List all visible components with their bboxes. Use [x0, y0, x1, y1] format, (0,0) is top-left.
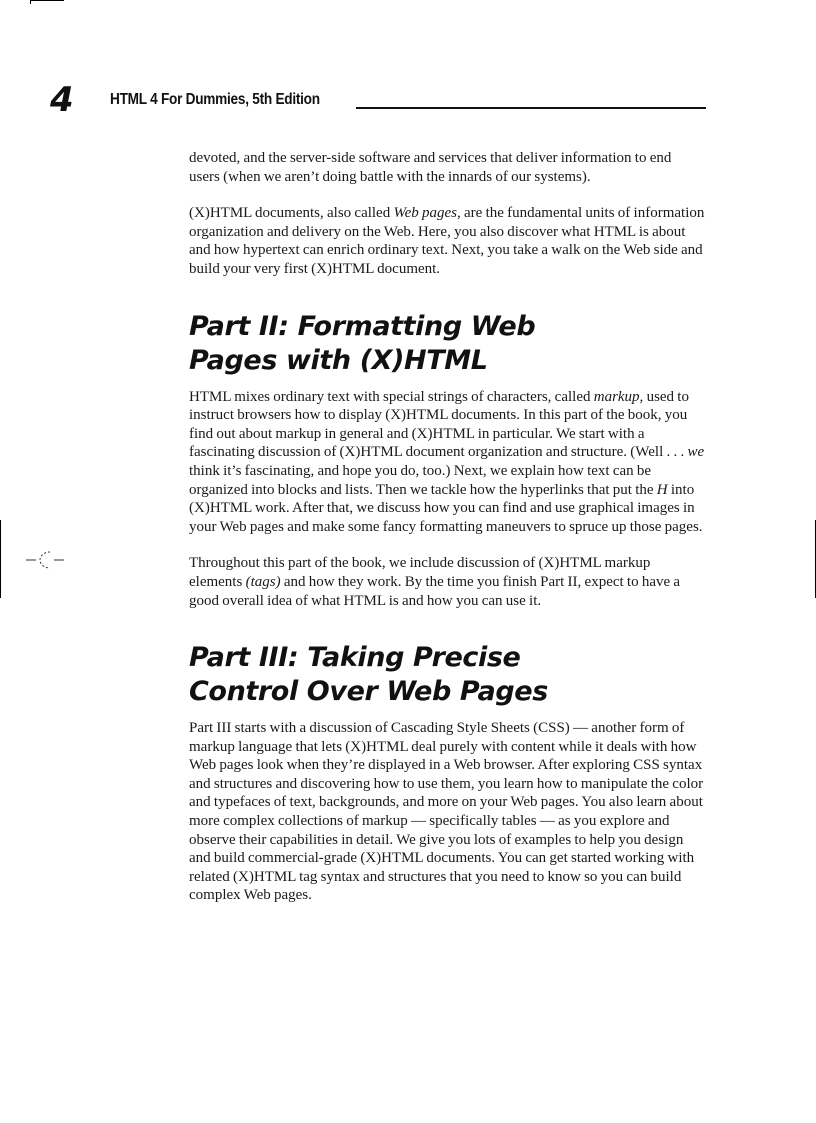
registration-mark-icon [26, 548, 66, 572]
crop-mark-top-tick [30, 0, 31, 4]
intro-p2-text-a: (X)HTML documents, also called [189, 205, 394, 222]
part-2-heading-line-2: Pages with (X)HTML [189, 344, 488, 376]
part2-p1-text-d: into (X)HTML work. After that, we discuss how you can find and use graphical images in your Web pages and make some fancy formatting maneuvers to spruce up those pages. [189, 481, 703, 535]
part2-p2-emphasis-tags: (tags) [245, 573, 281, 590]
intro-p2-emphasis: Web pages, [393, 205, 461, 222]
intro-paragraph-2 [189, 204, 705, 278]
part2-p1-emphasis-we: we [687, 444, 705, 461]
part2-p1-emphasis-markup: markup, [593, 388, 644, 405]
crop-mark-top [30, 0, 64, 1]
part-2-heading-line-1: Part II: Formatting Web [189, 310, 536, 342]
part-3-paragraph-1: Part III starts with a discussion of Cascading Style Sheets (CSS) — another form of markup language that lets (X)HTML deal purely with content while it deals with how Web pages look when they’re displayed in a Web browser. After exploring CSS syntax and structures and discovering how to use them, you learn how to manipulate the color and typefaces of text, backgrounds, and more on your Web pages. You also learn about more complex collections of markup — specifically tables — as you explore and observe their capabilities in detail. We give you lots of examples to help you design and build commercial-grade (X)HTML documents. You can get started working with related (X)HTML tag syntax and structures that you need to know so you can build complex Web pages. [189, 720, 704, 904]
part-3-heading-line-2: Control Over Web Pages [189, 676, 548, 708]
part-3-heading-line-1: Part III: Taking Precise [189, 642, 521, 674]
part2-p1-text-b: used to instruct browsers how to display (X)HTML documents. In this part of the book, you find out about markup in general and (X)HTML in particular. We start with a fascinating discussion of (X)HTML document organization and structure. (Well . . . [189, 388, 689, 461]
running-head-title: HTML 4 For Dummies, 5th Edition [110, 91, 320, 108]
intro-p2-text-b: are the fundamental units of information organization and delivery on the Web. Here, you also discover what HTML is about and how hypertext can enrich ordinary text. Next, you take a walk on the Web side and build your very first (X)HTML document. [189, 205, 705, 277]
part2-p2-text-b: and how they work. By the time you finish Part II, expect to have a good overall idea of what HTML is and how you can use it. [189, 573, 681, 609]
page-content [189, 149, 705, 905]
part2-p1-text-c: think it’s fascinating, and hope you do, too.) Next, we explain how text can be organized into blocks and lists. Then we tackle how the hyperlinks that put the [189, 462, 657, 498]
part-2-heading [189, 310, 705, 378]
part2-p1-text-a: HTML mixes ordinary text with special strings of characters, called [189, 388, 594, 405]
part2-p1-emphasis-h: H [656, 481, 668, 498]
page-number: 4 [50, 80, 74, 120]
intro-paragraph-1: devoted, and the server-side software and services that deliver information to end users (when we aren’t doing battle with the innards of our systems). [189, 150, 672, 185]
part-3-heading [189, 641, 705, 709]
header-rule [356, 107, 706, 109]
margin-line-left [0, 520, 1, 598]
part2-p2-text-a: Throughout this part of the book, we include discussion of (X)HTML markup elements [189, 555, 651, 590]
part-2-paragraph-1 [189, 388, 705, 537]
part-2-paragraph-2 [189, 554, 705, 610]
